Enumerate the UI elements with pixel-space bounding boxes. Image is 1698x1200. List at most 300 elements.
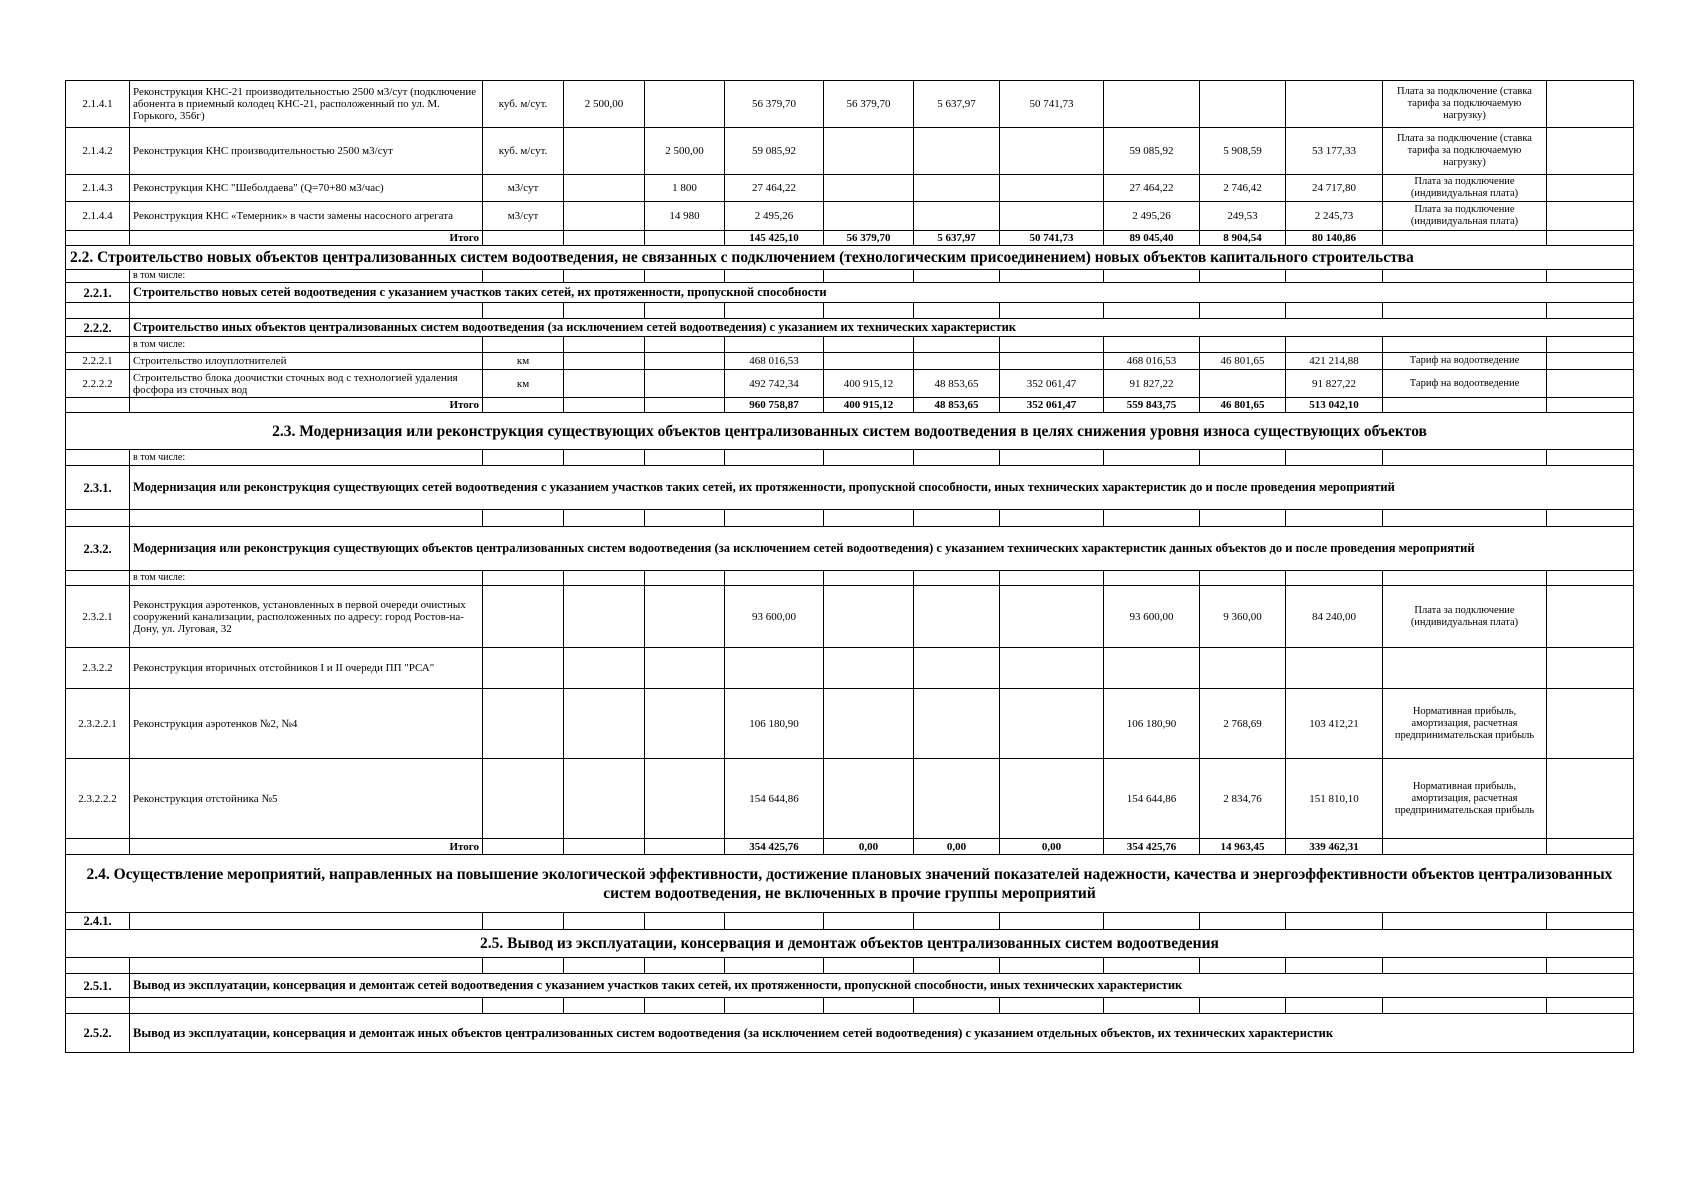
empty-cell [1547, 839, 1634, 855]
subsection-title: Вывод из эксплуатации, консервация и демонтаж сетей водоотведения с указанием участков таких сетей, их протяженности, пропускной способности, иных технических характеристик [130, 974, 1634, 998]
row-number: 2.3.2.1 [66, 586, 130, 648]
cost-total-cell: 59 085,92 [725, 128, 824, 175]
table-row [66, 958, 1634, 974]
funding-source-cell: Плата за подключение (индивидуальная плата) [1383, 202, 1547, 231]
year2-net-cell [1286, 81, 1383, 128]
empty-cell [645, 450, 725, 466]
row-number: 2.2.2.1 [66, 353, 130, 370]
empty-cell [1104, 303, 1200, 319]
empty-cell [564, 586, 645, 648]
year2-vat-cell: 2 834,76 [1200, 759, 1286, 839]
itogo-year2-vat: 46 801,65 [1200, 398, 1286, 413]
empty-cell [725, 450, 824, 466]
cost-total-cell: 468 016,53 [725, 353, 824, 370]
year2-net-cell: 84 240,00 [1286, 586, 1383, 648]
cost-total-cell: 93 600,00 [725, 586, 824, 648]
table-row [66, 270, 1634, 283]
empty-cell [645, 759, 725, 839]
empty-cell [1547, 586, 1634, 648]
table-row [66, 303, 1634, 319]
empty-cell [1200, 510, 1286, 527]
empty-cell [1547, 128, 1634, 175]
empty-cell [483, 839, 564, 855]
empty-cell [1200, 998, 1286, 1014]
subsection-title: Вывод из эксплуатации, консервация и демонтаж иных объектов централизованных систем водоотведения (за исключением сетей водоотведения) с указанием отдельных объектов, их технических характеристик [130, 1014, 1634, 1053]
itogo-year2-total: 89 045,40 [1104, 231, 1200, 246]
empty-cell [1000, 450, 1104, 466]
subsection-row [66, 283, 1634, 303]
table-row [66, 648, 1634, 689]
empty-cell [725, 510, 824, 527]
year2-net-cell: 151 810,10 [1286, 759, 1383, 839]
empty-cell [1200, 648, 1286, 689]
investment-program-table-page [65, 80, 1633, 1053]
empty-cell [824, 689, 914, 759]
table-row [66, 450, 1634, 466]
year2-net-cell: 2 245,73 [1286, 202, 1383, 231]
table-row [66, 998, 1634, 1014]
empty-cell [725, 998, 824, 1014]
table-row [66, 759, 1634, 839]
empty-cell [483, 913, 564, 930]
empty-cell [1547, 648, 1634, 689]
including-label: в том числе: [130, 571, 483, 586]
empty-cell [564, 689, 645, 759]
empty-cell [645, 398, 725, 413]
investment-program-table [65, 80, 1634, 1053]
itogo-label: Итого [130, 839, 483, 855]
section-header-row [66, 246, 1634, 270]
empty-cell [564, 958, 645, 974]
empty-cell [914, 450, 1000, 466]
empty-cell [1286, 958, 1383, 974]
table-row [66, 81, 1634, 128]
itogo-year1-net: 0,00 [1000, 839, 1104, 855]
empty-cell [1286, 998, 1383, 1014]
empty-cell [645, 337, 725, 353]
empty-cell [564, 337, 645, 353]
empty-cell [483, 270, 564, 283]
subsection-title: Модернизация или реконструкция существующих объектов централизованных систем водоотведения (за исключением сетей водоотведения) с указанием технических характеристик данных объектов до и после проведения мероприятий [130, 527, 1634, 571]
empty-cell [1200, 571, 1286, 586]
empty-cell [645, 270, 725, 283]
empty-cell [1000, 998, 1104, 1014]
empty-cell [564, 450, 645, 466]
empty-cell [483, 586, 564, 648]
empty-cell [564, 398, 645, 413]
year1-total-cell [824, 353, 914, 370]
year2-vat-cell: 2 746,42 [1200, 175, 1286, 202]
empty-cell [1104, 337, 1200, 353]
empty-cell [1383, 270, 1547, 283]
empty-cell [130, 958, 483, 974]
year1-total-cell [824, 175, 914, 202]
table-row [66, 586, 1634, 648]
table-row [66, 370, 1634, 398]
empty-cell [914, 571, 1000, 586]
itogo-year1-net: 50 741,73 [1000, 231, 1104, 246]
empty-cell [914, 913, 1000, 930]
empty-cell [1547, 202, 1634, 231]
empty-cell [564, 759, 645, 839]
including-label: в том числе: [130, 337, 483, 353]
empty-cell [1286, 270, 1383, 283]
empty-cell [1383, 398, 1547, 413]
capacity-after-cell: 1 800 [645, 175, 725, 202]
year2-net-cell: 91 827,22 [1286, 370, 1383, 398]
table-row [66, 202, 1634, 231]
empty-cell [1383, 958, 1547, 974]
empty-cell [645, 586, 725, 648]
empty-cell [1547, 337, 1634, 353]
empty-cell [1286, 337, 1383, 353]
year1-vat-cell [914, 202, 1000, 231]
empty-cell [1286, 648, 1383, 689]
empty-cell [1547, 689, 1634, 759]
subsection-number: 2.3.2. [66, 527, 130, 571]
section-title-2-4: 2.4. Осуществление мероприятий, направленных на повышение экологической эффективности, достижение плановых значений показателей надежности, качества и энергоэффективности объектов централизованных систем водоотведения, не включенных в прочие группы мероприятий [66, 855, 1634, 913]
empty-cell [66, 450, 130, 466]
itogo-year2-net: 339 462,31 [1286, 839, 1383, 855]
empty-cell [824, 337, 914, 353]
itogo-cost-total: 960 758,87 [725, 398, 824, 413]
itogo-year1-total: 56 379,70 [824, 231, 914, 246]
empty-cell [483, 998, 564, 1014]
empty-cell [1000, 648, 1104, 689]
empty-cell [1547, 175, 1634, 202]
empty-cell [1104, 913, 1200, 930]
funding-source-cell: Плата за подключение (ставка тарифа за подключаемую нагрузку) [1383, 128, 1547, 175]
section-title-2-5: 2.5. Вывод из эксплуатации, консервация и демонтаж объектов централизованных систем водоотведения [66, 930, 1634, 958]
year2-total-cell: 2 495,26 [1104, 202, 1200, 231]
empty-cell [914, 337, 1000, 353]
empty-cell [483, 337, 564, 353]
empty-cell [1000, 510, 1104, 527]
empty-cell [1547, 571, 1634, 586]
empty-cell [1286, 450, 1383, 466]
table-row [66, 571, 1634, 586]
empty-cell [1000, 689, 1104, 759]
empty-cell [1383, 337, 1547, 353]
year1-net-cell: 50 741,73 [1000, 81, 1104, 128]
year1-net-cell [1000, 353, 1104, 370]
empty-cell [564, 571, 645, 586]
unit-cell: куб. м/сут. [483, 128, 564, 175]
year2-total-cell: 154 644,86 [1104, 759, 1200, 839]
empty-cell [824, 450, 914, 466]
empty-cell [645, 648, 725, 689]
year2-vat-cell: 249,53 [1200, 202, 1286, 231]
capacity-after-cell [645, 81, 725, 128]
subsection-row [66, 527, 1634, 571]
empty-cell [1000, 958, 1104, 974]
empty-cell [645, 571, 725, 586]
year1-net-cell [1000, 175, 1104, 202]
empty-cell [645, 913, 725, 930]
empty-cell [1000, 759, 1104, 839]
empty-cell [66, 270, 130, 283]
including-label: в том числе: [130, 270, 483, 283]
empty-cell [1286, 913, 1383, 930]
empty-cell [564, 231, 645, 246]
cost-total-cell: 27 464,22 [725, 175, 824, 202]
itogo-year1-vat: 48 853,65 [914, 398, 1000, 413]
empty-cell [914, 958, 1000, 974]
year2-net-cell: 103 412,21 [1286, 689, 1383, 759]
empty-cell [645, 353, 725, 370]
itogo-year1-total: 0,00 [824, 839, 914, 855]
empty-cell [1200, 337, 1286, 353]
empty-cell [1104, 571, 1200, 586]
empty-cell [645, 370, 725, 398]
funding-source-cell: Тариф на водоотведение [1383, 353, 1547, 370]
empty-cell [483, 231, 564, 246]
empty-cell [1200, 450, 1286, 466]
empty-cell [564, 998, 645, 1014]
year1-vat-cell: 5 637,97 [914, 81, 1000, 128]
year1-vat-cell [914, 128, 1000, 175]
empty-cell [483, 450, 564, 466]
unit-cell: м3/сут [483, 175, 564, 202]
empty-cell [483, 398, 564, 413]
capacity-before-cell [564, 128, 645, 175]
empty-cell [824, 586, 914, 648]
subsection-row [66, 913, 1634, 930]
row-number: 2.1.4.2 [66, 128, 130, 175]
capacity-after-cell: 2 500,00 [645, 128, 725, 175]
empty-cell [1383, 450, 1547, 466]
empty-cell [1547, 958, 1634, 974]
year1-net-cell [1000, 128, 1104, 175]
empty-cell [483, 648, 564, 689]
empty-cell [130, 913, 483, 930]
empty-cell [1547, 270, 1634, 283]
empty-cell [725, 958, 824, 974]
empty-cell [66, 398, 130, 413]
empty-cell [1383, 998, 1547, 1014]
year2-net-cell: 24 717,80 [1286, 175, 1383, 202]
row-number: 2.3.2.2.2 [66, 759, 130, 839]
empty-cell [914, 759, 1000, 839]
table-row [66, 175, 1634, 202]
capacity-after-cell: 14 980 [645, 202, 725, 231]
subsection-row [66, 319, 1634, 337]
empty-cell [725, 270, 824, 283]
empty-cell [1200, 270, 1286, 283]
table-row [66, 128, 1634, 175]
empty-cell [824, 571, 914, 586]
empty-cell [1547, 913, 1634, 930]
empty-cell [1000, 337, 1104, 353]
row-number: 2.1.4.4 [66, 202, 130, 231]
section-header-row [66, 413, 1634, 450]
empty-cell [483, 571, 564, 586]
itogo-year1-total: 400 915,12 [824, 398, 914, 413]
empty-cell [1000, 571, 1104, 586]
year2-total-cell: 59 085,92 [1104, 128, 1200, 175]
unit-cell: км [483, 353, 564, 370]
funding-source-cell: Нормативная прибыль, амортизация, расчетная предпринимательская прибыль [1383, 759, 1547, 839]
section-header-row [66, 855, 1634, 913]
section-title-2-2: 2.2. Строительство новых объектов централизованных систем водоотведения, не связанных с подключением (технологическим присоединением) новых объектов капитального строительства [66, 246, 1634, 270]
cost-total-cell: 492 742,34 [725, 370, 824, 398]
empty-cell [483, 958, 564, 974]
itogo-year2-net: 80 140,86 [1286, 231, 1383, 246]
empty-cell [564, 270, 645, 283]
empty-cell [914, 510, 1000, 527]
empty-cell [1000, 586, 1104, 648]
empty-cell [66, 998, 130, 1014]
measure-name: Реконструкция аэротенков, установленных в первой очереди очистных сооружений канализации, расположенных по адресу: город Ростов-на-Дону, ул. Луговая, 32 [130, 586, 483, 648]
row-number: 2.1.4.3 [66, 175, 130, 202]
measure-name: Строительство блока доочистки сточных вод с технологией удаления фосфора из сточных вод [130, 370, 483, 398]
empty-cell [130, 998, 483, 1014]
including-label: в том числе: [130, 450, 483, 466]
year2-total-cell [1104, 81, 1200, 128]
empty-cell [1383, 913, 1547, 930]
subsection-number: 2.5.1. [66, 974, 130, 998]
empty-cell [564, 303, 645, 319]
cost-total-cell: 56 379,70 [725, 81, 824, 128]
unit-cell: м3/сут [483, 202, 564, 231]
empty-cell [824, 958, 914, 974]
empty-cell [1547, 998, 1634, 1014]
empty-cell [645, 231, 725, 246]
measure-name: Реконструкция вторичных отстойников I и II очереди ПП "РСА" [130, 648, 483, 689]
empty-cell [645, 839, 725, 855]
empty-cell [1383, 571, 1547, 586]
empty-cell [725, 571, 824, 586]
year2-total-cell: 27 464,22 [1104, 175, 1200, 202]
empty-cell [1104, 998, 1200, 1014]
year1-vat-cell: 48 853,65 [914, 370, 1000, 398]
empty-cell [564, 839, 645, 855]
measure-name: Реконструкция КНС "Шеболдаева" (Q=70+80 м3/час) [130, 175, 483, 202]
year2-total-cell: 468 016,53 [1104, 353, 1200, 370]
empty-cell [725, 303, 824, 319]
empty-cell [1383, 303, 1547, 319]
empty-cell [483, 510, 564, 527]
empty-cell [1547, 231, 1634, 246]
funding-source-cell: Тариф на водоотведение [1383, 370, 1547, 398]
empty-cell [483, 303, 564, 319]
cost-total-cell: 106 180,90 [725, 689, 824, 759]
empty-cell [1547, 510, 1634, 527]
subsection-number: 2.3.1. [66, 466, 130, 510]
empty-cell [564, 370, 645, 398]
row-number: 2.3.2.2.1 [66, 689, 130, 759]
year1-total-cell [824, 128, 914, 175]
section-title-2-3: 2.3. Модернизация или реконструкция существующих объектов централизованных систем водоотведения в целях снижения уровня износа существующих объектов [66, 413, 1634, 450]
empty-cell [1286, 510, 1383, 527]
capacity-before-cell [564, 202, 645, 231]
empty-cell [914, 998, 1000, 1014]
empty-cell [824, 759, 914, 839]
capacity-before-cell [564, 175, 645, 202]
itogo-year2-total: 559 843,75 [1104, 398, 1200, 413]
funding-source-cell: Плата за подключение (ставка тарифа за подключаемую нагрузку) [1383, 81, 1547, 128]
empty-cell [66, 303, 130, 319]
year2-net-cell: 53 177,33 [1286, 128, 1383, 175]
year1-total-cell [824, 202, 914, 231]
empty-cell [564, 648, 645, 689]
empty-cell [824, 648, 914, 689]
year2-vat-cell [1200, 370, 1286, 398]
table-row [66, 510, 1634, 527]
empty-cell [645, 958, 725, 974]
itogo-row [66, 231, 1634, 246]
empty-cell [564, 913, 645, 930]
funding-source-cell: Нормативная прибыль, амортизация, расчетная предпринимательская прибыль [1383, 689, 1547, 759]
empty-cell [1000, 303, 1104, 319]
funding-source-cell: Плата за подключение (индивидуальная плата) [1383, 586, 1547, 648]
itogo-year2-net: 513 042,10 [1286, 398, 1383, 413]
measure-name: Реконструкция КНС-21 производительностью 2500 м3/сут (подключение абонента в приемный колодец КНС-21, расположенный по ул. М. Горького, 356г) [130, 81, 483, 128]
year2-total-cell: 91 827,22 [1104, 370, 1200, 398]
empty-cell [1383, 231, 1547, 246]
subsection-number: 2.2.2. [66, 319, 130, 337]
year2-net-cell: 421 214,88 [1286, 353, 1383, 370]
empty-cell [1104, 450, 1200, 466]
empty-cell [66, 839, 130, 855]
empty-cell [483, 759, 564, 839]
empty-cell [1383, 648, 1547, 689]
empty-cell [914, 270, 1000, 283]
itogo-year2-vat: 14 963,45 [1200, 839, 1286, 855]
year2-total-cell: 106 180,90 [1104, 689, 1200, 759]
empty-cell [824, 998, 914, 1014]
subsection-row [66, 466, 1634, 510]
empty-cell [914, 648, 1000, 689]
subsection-title: Строительство новых сетей водоотведения с указанием участков таких сетей, их протяженности, пропускной способности [130, 283, 1634, 303]
empty-cell [914, 586, 1000, 648]
empty-cell [1547, 81, 1634, 128]
section-header-row [66, 930, 1634, 958]
unit-cell: км [483, 370, 564, 398]
empty-cell [914, 303, 1000, 319]
empty-cell [483, 689, 564, 759]
itogo-year1-vat: 5 637,97 [914, 231, 1000, 246]
year2-vat-cell [1200, 81, 1286, 128]
empty-cell [66, 571, 130, 586]
measure-name: Реконструкция КНС «Темерник» в части замены насосного агрегата [130, 202, 483, 231]
subsection-number: 2.5.2. [66, 1014, 130, 1053]
row-number: 2.1.4.1 [66, 81, 130, 128]
itogo-row [66, 398, 1634, 413]
empty-cell [1547, 398, 1634, 413]
empty-cell [824, 270, 914, 283]
empty-cell [66, 231, 130, 246]
subsection-number: 2.4.1. [66, 913, 130, 930]
year1-net-cell [1000, 202, 1104, 231]
empty-cell [1200, 958, 1286, 974]
year1-vat-cell [914, 175, 1000, 202]
empty-cell [1104, 270, 1200, 283]
empty-cell [66, 958, 130, 974]
empty-cell [1547, 370, 1634, 398]
empty-cell [914, 689, 1000, 759]
year1-total-cell: 400 915,12 [824, 370, 914, 398]
cost-total-cell: 154 644,86 [725, 759, 824, 839]
empty-cell [645, 689, 725, 759]
empty-cell [645, 998, 725, 1014]
row-number: 2.3.2.2 [66, 648, 130, 689]
table-row [66, 353, 1634, 370]
itogo-year1-vat: 0,00 [914, 839, 1000, 855]
empty-cell [1547, 303, 1634, 319]
empty-cell [725, 648, 824, 689]
empty-cell [564, 353, 645, 370]
